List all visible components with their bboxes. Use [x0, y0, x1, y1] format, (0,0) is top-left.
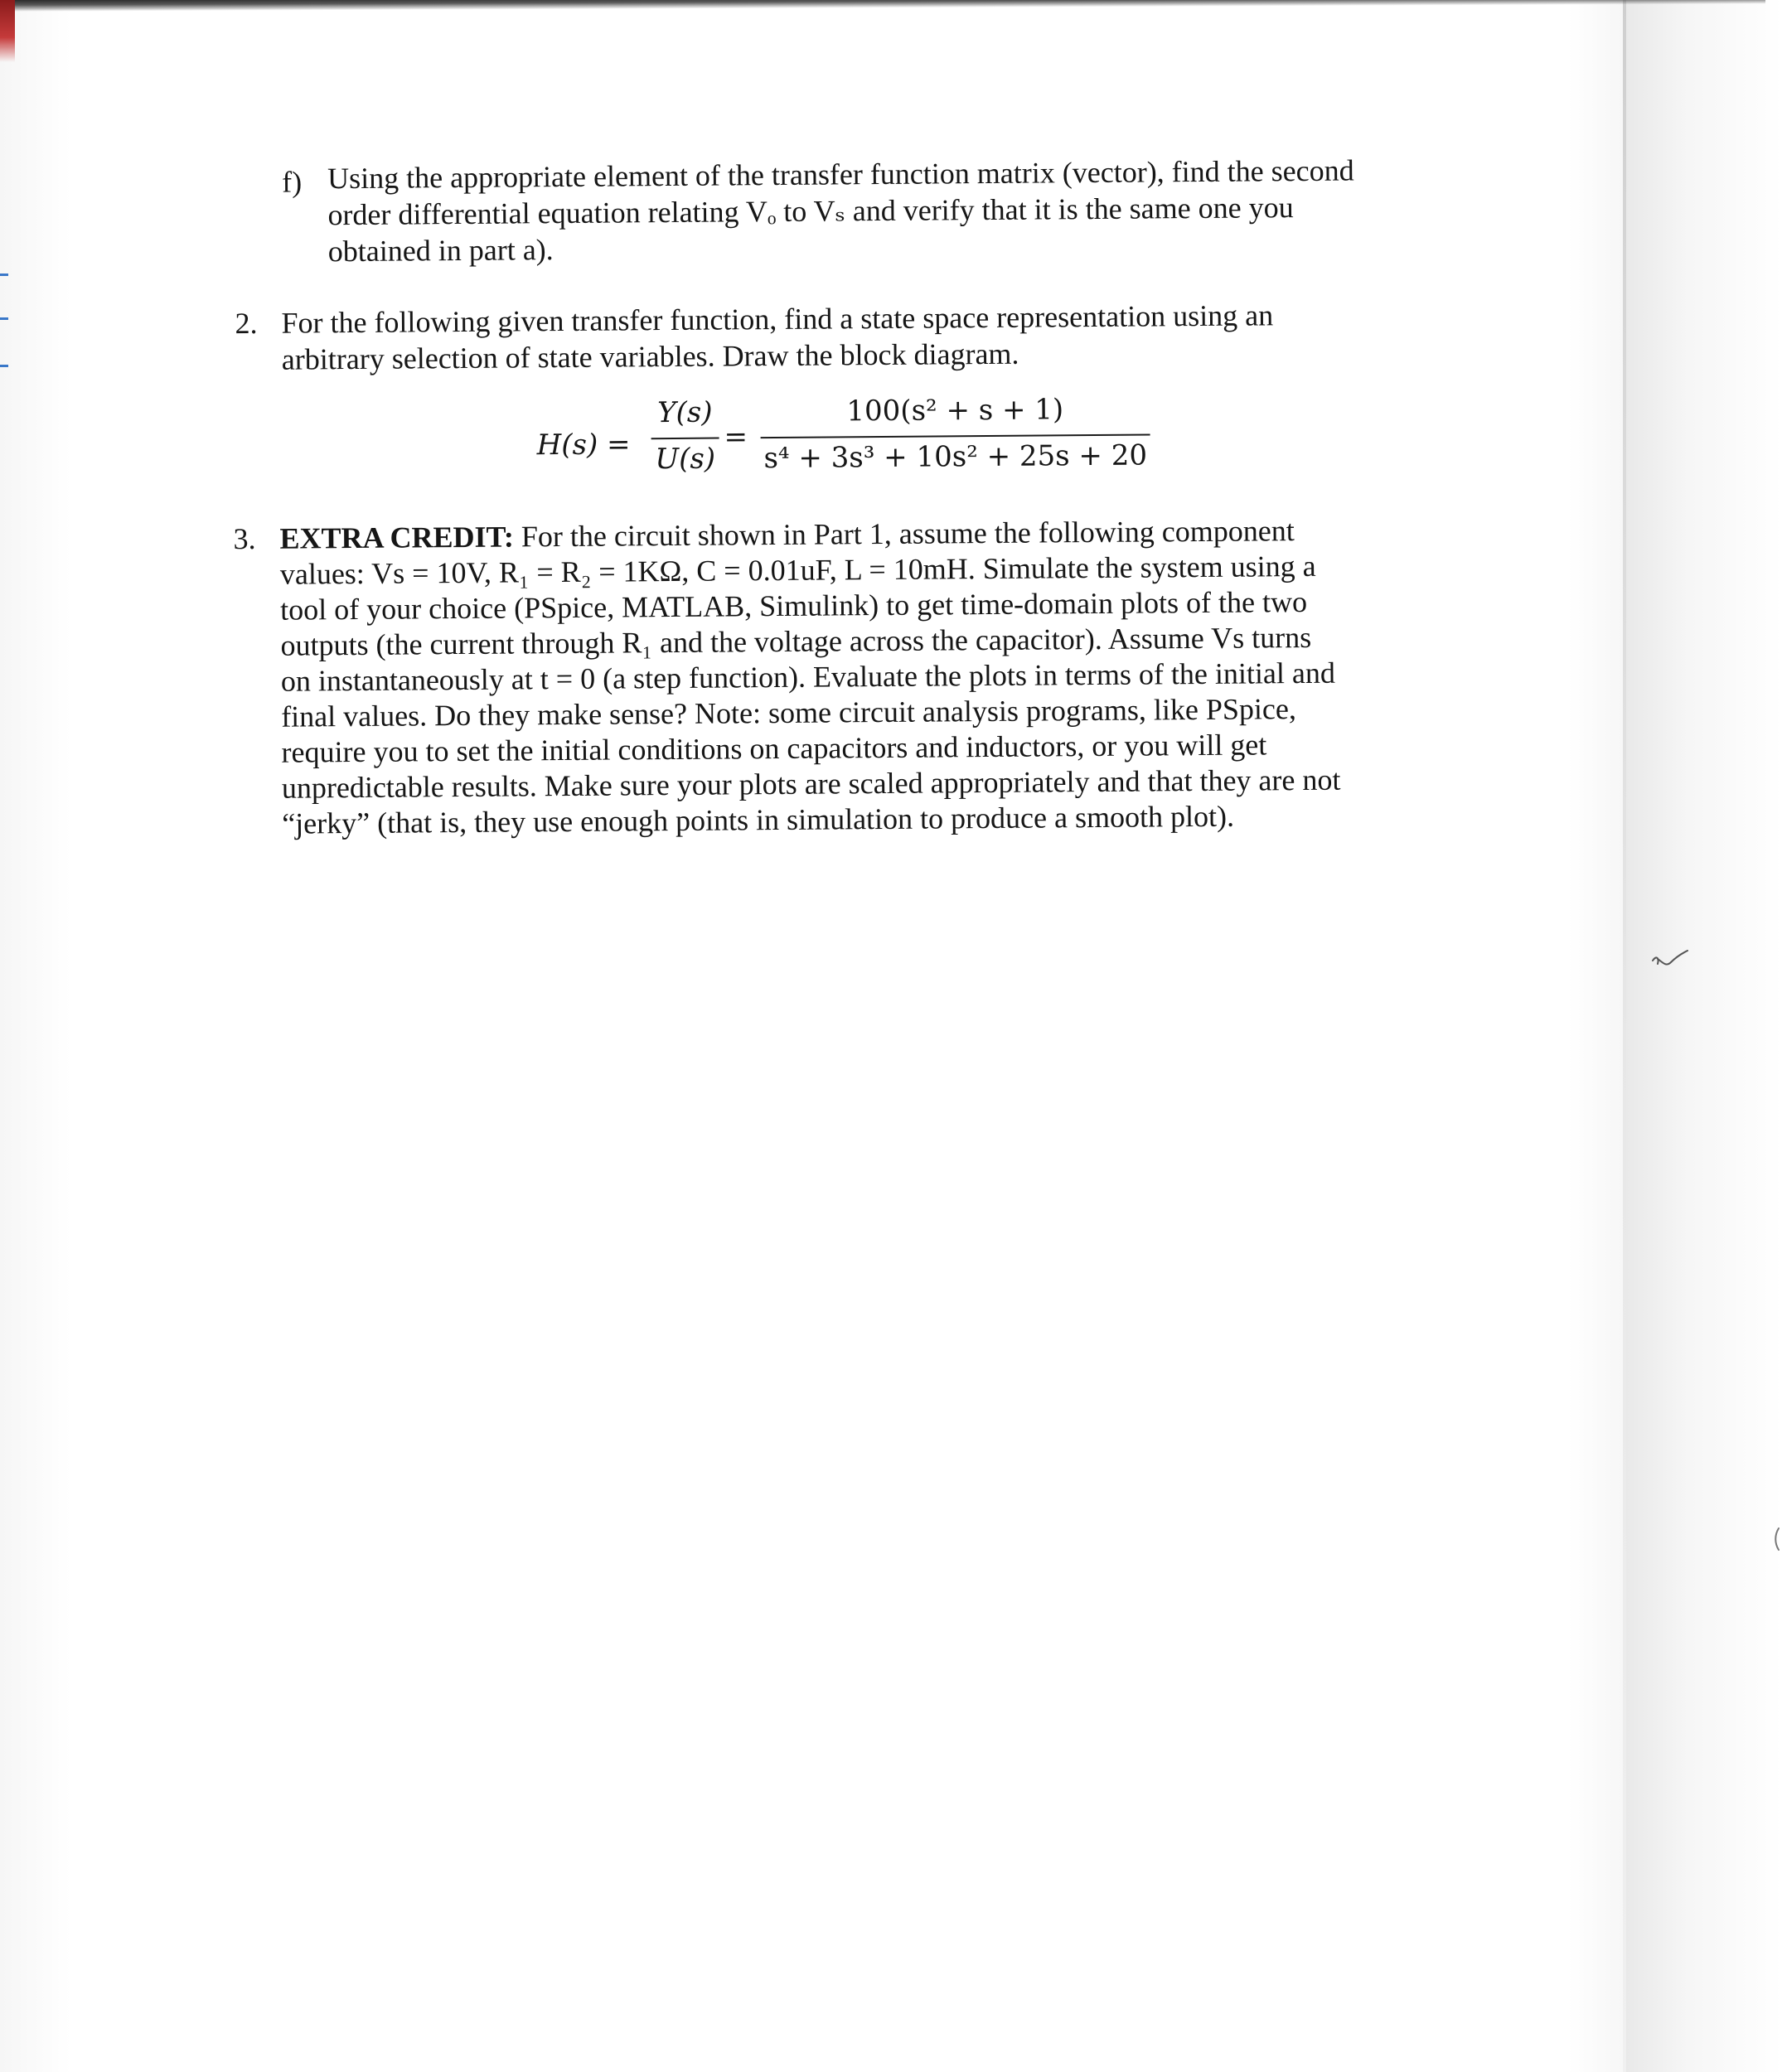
problem-3-marker: 3. — [233, 521, 256, 556]
fraction-numerator: 100(s² + s + 1) — [846, 393, 1064, 428]
problem-3-line: on instantaneously at t = 0 (a step function). Evaluate the plots in terms of the initial and — [280, 656, 1336, 698]
fraction-bar — [761, 433, 1150, 438]
pen-mark-icon — [1649, 949, 1691, 974]
page-edge-shadow — [1626, 0, 1782, 2072]
document-body — [0, 0, 1581, 913]
problem-3-first-line-text: For the circuit shown in Part 1, assume the following component — [513, 514, 1295, 554]
problem-2-line: arbitrary selection of state variables. Draw the block diagram. — [281, 336, 1019, 376]
problem-3-line: values: Vs = 10V, R₁ = R₂ = 1KΩ, C = 0.01uF, L = 10mH. Simulate the system using a — [279, 549, 1316, 591]
problem-1f-line: Using the appropriate element of the transfer function matrix (vector), find the second — [327, 153, 1354, 196]
problem-2-line: For the following given transfer function, find a state space representation using an — [281, 298, 1274, 340]
fraction-bar — [651, 438, 719, 440]
problem-1f-marker: f) — [281, 165, 303, 199]
pen-mark-icon — [1772, 1527, 1780, 1552]
problem-3-line: final values. Do they make sense? Note: some circuit analysis programs, like PSpice, — [281, 692, 1297, 733]
page-edge — [1623, 0, 1626, 2072]
equals-sign: = — [724, 420, 748, 454]
problem-3-line: outputs (the current through R₁ and the voltage across the capacitor). Assume Vs turns — [280, 620, 1312, 662]
problem-3-line: require you to set the initial conditions on capacitors and inductors, or you will get — [281, 728, 1267, 769]
problem-3-line: unpredictable results. Make sure your plots are scaled appropriately and that they are not — [281, 762, 1341, 805]
problem-1f-line: order differential equation relating Vₒ to Vₛ and verify that it is the same one you — [327, 191, 1294, 232]
fraction-denominator: U(s) — [655, 442, 716, 477]
fraction-denominator: s⁴ + 3s³ + 10s² + 25s + 20 — [763, 438, 1148, 476]
extra-credit-heading: EXTRA CREDIT: — [279, 520, 515, 555]
fraction-numerator: Y(s) — [656, 395, 713, 430]
problem-1f-line: obtained in part a). — [327, 233, 554, 269]
problem-2-marker: 2. — [235, 306, 258, 341]
transfer-function-equation — [536, 392, 1167, 488]
problem-3-line — [279, 514, 1295, 555]
problem-3-line: tool of your choice (PSpice, MATLAB, Simulink) to get time-domain plots of the two — [280, 584, 1308, 627]
problem-3-line: “jerky” (that is, they use enough points in simulation to produce a smooth plot). — [282, 799, 1235, 840]
equation-lhs: H(s) = — [536, 428, 631, 462]
